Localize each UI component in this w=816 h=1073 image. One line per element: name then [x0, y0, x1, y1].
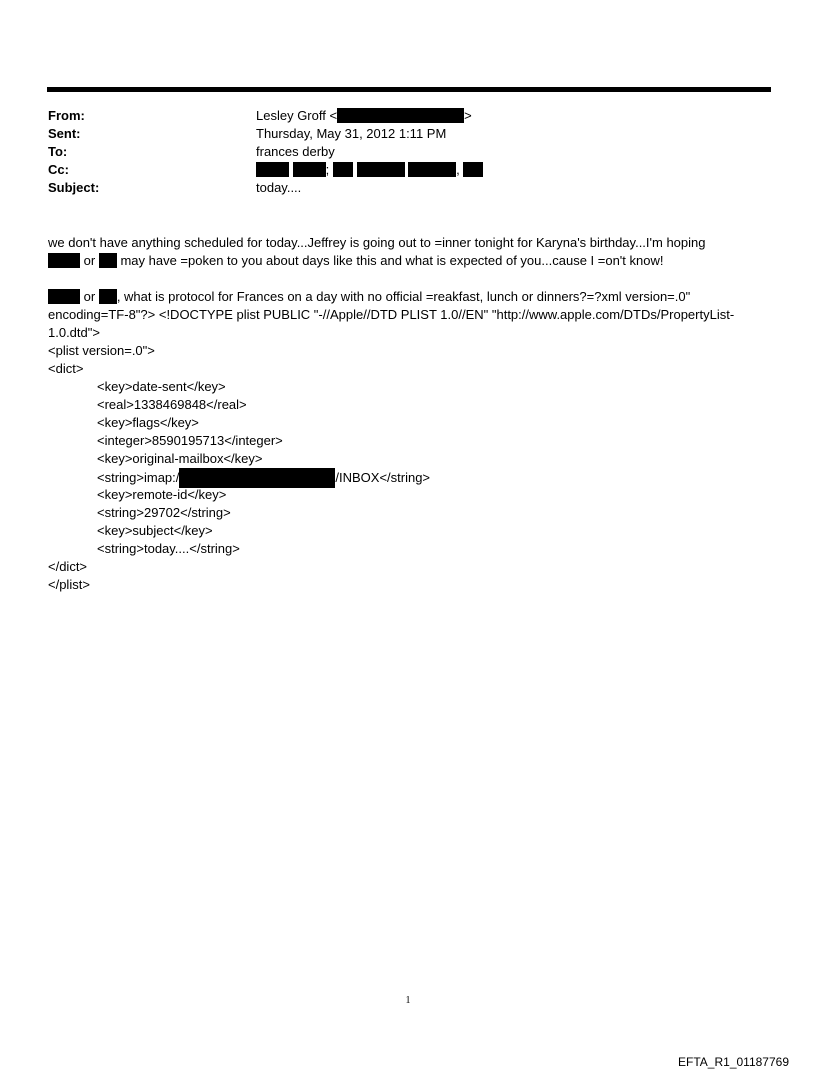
redaction-block: [333, 162, 353, 177]
plist-value-start: <string>imap:/: [97, 470, 180, 485]
cc-separator: ;: [325, 162, 330, 177]
dict-close: </dict>: [48, 559, 88, 574]
plist-value: <integer>8590195713</integer>: [97, 433, 283, 448]
redaction-block: [179, 468, 335, 488]
plist-value: [97, 468, 430, 488]
redaction-block: [256, 162, 289, 177]
body-text-span: may have =poken to you about days like this and what is expected of you...cause I =on't know!: [120, 253, 664, 268]
redaction-block: [48, 289, 80, 304]
plist-open: <plist version=.0">: [48, 343, 155, 358]
plist-value: <string>29702</string>: [97, 505, 231, 520]
sent-label: Sent:: [48, 126, 81, 141]
cc-separator: ,: [456, 162, 460, 177]
redaction-block: [99, 253, 117, 268]
from-name: Lesley Groff <: [256, 108, 338, 123]
redaction-block: [293, 162, 326, 177]
redaction-block: [463, 162, 483, 177]
redaction-block: [337, 108, 464, 123]
redaction-block: [99, 289, 117, 304]
plist-key: <key>original-mailbox</key>: [97, 451, 263, 466]
plist-key: <key>remote-id</key>: [97, 487, 227, 502]
body-or: or: [83, 289, 96, 304]
plist-key: <key>date-sent</key>: [97, 379, 226, 394]
cc-label: Cc:: [48, 162, 69, 177]
body-line: we don't have anything scheduled for today...Jeffrey is going out to =inner tonight for Karyna's birthday...I'm hoping: [48, 235, 706, 250]
to-label: To:: [48, 144, 68, 159]
to-value: frances derby: [256, 144, 335, 159]
plist-key: <key>flags</key>: [97, 415, 199, 430]
from-value: [256, 107, 472, 125]
redaction-block: [357, 162, 405, 177]
redaction-block: [408, 162, 456, 177]
from-label: From:: [48, 108, 85, 123]
dict-open: <dict>: [48, 361, 84, 376]
from-close: >: [464, 108, 472, 123]
page-number: 1: [405, 995, 411, 1006]
redaction-block: [48, 253, 80, 268]
body-line: encoding=TF-8"?> <!DOCTYPE plist PUBLIC "-//Apple//DTD PLIST 1.0//EN" "http://www.apple.com/DTDs/PropertyList-: [48, 307, 735, 322]
subject-value: today....: [256, 180, 302, 195]
sent-value: Thursday, May 31, 2012 1:11 PM: [256, 126, 447, 141]
subject-label: Subject:: [48, 180, 100, 195]
cc-value: [256, 161, 483, 179]
body-line: [48, 252, 778, 270]
body-line: 1.0.dtd">: [48, 325, 100, 340]
plist-close: </plist>: [48, 577, 90, 592]
header-rule: [47, 87, 771, 92]
plist-value: <real>1338469848</real>: [97, 397, 247, 412]
body-text-span: , what is protocol for Frances on a day with no official =reakfast, lunch or dinners?=?xml version=.0": [116, 289, 691, 304]
plist-value: <string>today....</string>: [97, 541, 240, 556]
plist-key: <key>subject</key>: [97, 523, 213, 538]
document-id: EFTA_R1_01187769: [678, 1055, 789, 1069]
body-or: or: [83, 253, 96, 268]
plist-value-end: /INBOX</string>: [335, 470, 431, 485]
body-line: [48, 288, 778, 306]
